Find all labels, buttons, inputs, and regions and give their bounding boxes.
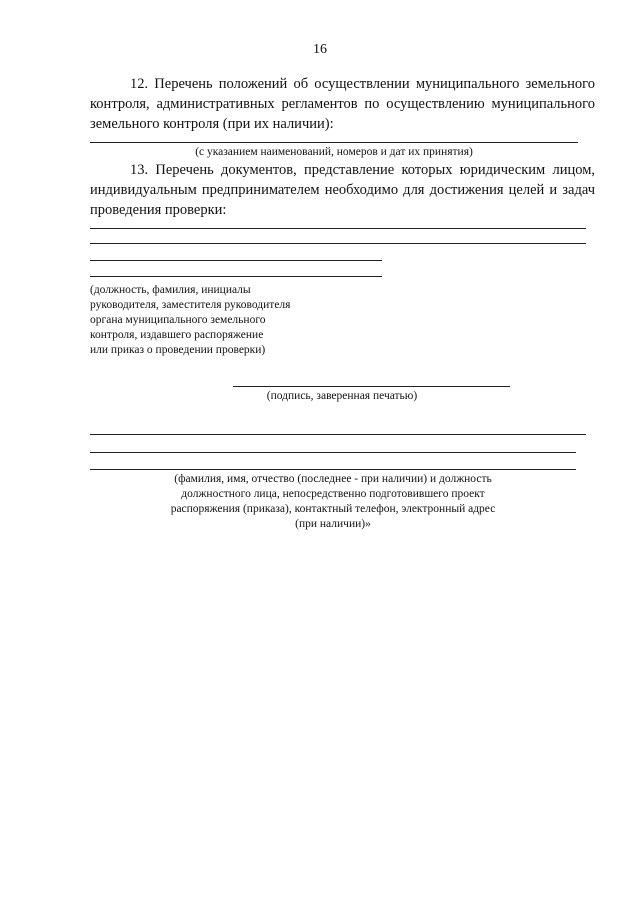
signatory-caption-line-2: руководителя, заместителя руководителя [90, 299, 291, 311]
section-12-fill-line [90, 142, 578, 143]
official-caption-line-2: должностного лица, непосредственно подготовившего проект [181, 488, 485, 500]
signature-caption: (подпись, заверенная печатью) [266, 390, 418, 402]
section-13-fill-line-1 [90, 228, 586, 229]
official-fill-line-3 [90, 469, 576, 470]
section-13-fill-line-2 [90, 243, 586, 244]
official-fill-line-2 [90, 452, 576, 453]
signatory-caption-line-4: контроля, издавшего распоряжение [90, 329, 264, 341]
signatory-caption-line-1: (должность, фамилия, инициалы [90, 284, 251, 296]
signatory-caption [90, 283, 350, 358]
signatory-caption-line-3: органа муниципального земельного [90, 314, 266, 326]
official-caption-line-1: (фамилия, имя, отчество (последнее - при наличии) и должность [174, 473, 492, 485]
section-12-text: 12. Перечень положений об осуществлении муниципального земельного контроля, административных регламентов по осуществлению муниципального земельного контроля (при их наличии): [90, 76, 595, 132]
signatory-caption-line-5: или приказ о проведении проверки) [90, 344, 266, 356]
section-13-text: 13. Перечень документов, представление которых юридическим лицом, индивидуальным предпринимателем необходимо для достижения целей и задач проведения проверки: [90, 162, 595, 218]
signatory-fill-line [90, 276, 382, 277]
official-fill-line-1 [90, 434, 586, 435]
section-12-caption: (с указанием наименований, номеров и дат их принятия) [195, 146, 473, 158]
section-13-fill-line-3 [90, 260, 382, 261]
official-caption [90, 472, 576, 532]
official-caption-line-4: (при наличии)» [295, 518, 371, 530]
signature-line [233, 386, 510, 387]
official-caption-line-3: распоряжения (приказа), контактный телефон, электронный адрес [170, 503, 496, 515]
page-number: 16 [313, 42, 327, 57]
